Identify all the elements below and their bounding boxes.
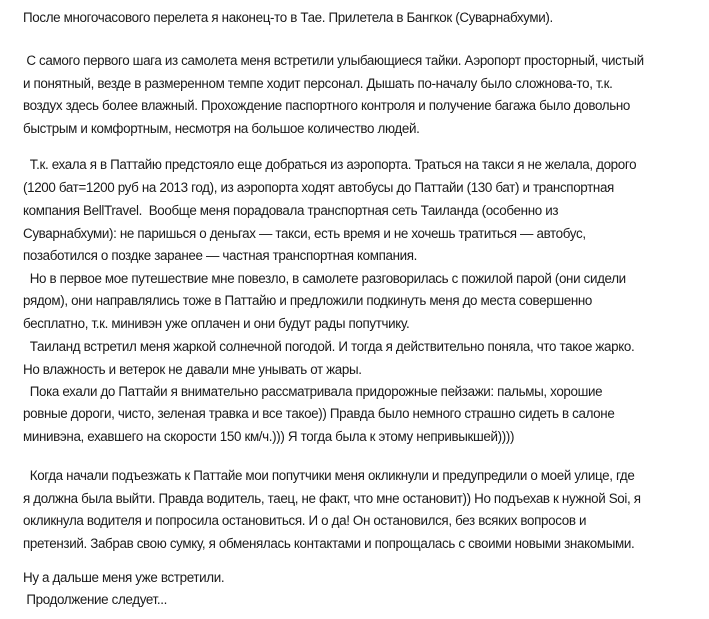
text-line: претензий. Забрав свою сумку, я обменялась контактами и попрощалась с своими новыми знакомыми. — [23, 536, 635, 551]
text-line: Ну а дальше меня уже встретили. — [23, 570, 225, 585]
text-line: (1200 бат=1200 руб на 2013 год), из аэропорта ходят автобусы до Паттайи (130 бат) и транспортная — [23, 180, 614, 195]
text-line: Продолжение следует... — [23, 592, 167, 607]
text-line: я должна была выйти. Правда водитель, таец, не факт, что мне остановит)) Но подъехав к нужной Soi, я — [23, 491, 641, 506]
text-line: минивэна, ехавшего на скорости 150 км/ч.))) Я тогда была к этому непривыкшей)))) — [23, 429, 515, 444]
text-line: рядом), они направлялись тоже в Паттайю и предложили подкинуть меня до места совершенно — [23, 293, 593, 308]
text-line: С самого первого шага из самолета меня встретили улыбающиеся тайки. Аэропорт просторный, чистый — [23, 53, 644, 68]
text-line: воздух здесь более влажный. Прохождение паспортного контроля и получение багажа было довольно — [23, 98, 630, 113]
text-line: бесплатно, т.к. минивэн уже оплачен и они будут рады попутчику. — [23, 316, 410, 331]
text-line: быстрым и комфортным, несмотря на большое количество людей. — [23, 121, 420, 136]
text-line: Когда начали подъезжать к Паттайе мои попутчики меня окликнули и предупредили о моей улице, где — [23, 468, 635, 483]
text-line: и понятный, везде в размеренном темпе ходит персонал. Дышать по-началу было сложнова-то, т.к. — [23, 76, 613, 91]
text-line: Но влажность и ветерок не давали мне унывать от жары. — [23, 362, 362, 377]
text-line: позаботился о поздке заранее — частная транспортная компания. — [23, 248, 418, 263]
text-line: Пока ехали до Паттайи я внимательно рассматривала придорожные пейзажи: пальмы, хорошие — [23, 384, 603, 399]
text-line: окликнула водителя и попросила остановиться. И о да! Он остановился, без всяких вопросов и — [23, 513, 587, 528]
text-line: Т.к. ехала я в Паттайю предстояло еще добраться из аэропорта. Траться на такси я не желала, дорого — [23, 157, 637, 172]
text-line: Суварнабхуми): не паришься о деньгах — такси, есть время и не хочешь тратиться — автобус, — [23, 226, 586, 241]
text-line: компания BellTravel. Вообще меня порадовала транспортная сеть Таиланда (особенно из — [23, 203, 559, 218]
text-line: После многочасового перелета я наконец-то в Тае. Прилетела в Бангкок (Суварнабхуми). — [23, 10, 553, 25]
text-line: Таиланд встретил меня жаркой солнечной погодой. И тогда я действительно поняла, что такое жарко. — [23, 339, 635, 354]
text-line: Но в первое мое путешествие мне повезло, в самолете разговорилась с пожилой парой (они сидели — [23, 271, 626, 286]
text-line: ровные дороги, чисто, зеленая травка и все такое)) Правда было немного страшно сидеть в салоне — [23, 406, 615, 421]
